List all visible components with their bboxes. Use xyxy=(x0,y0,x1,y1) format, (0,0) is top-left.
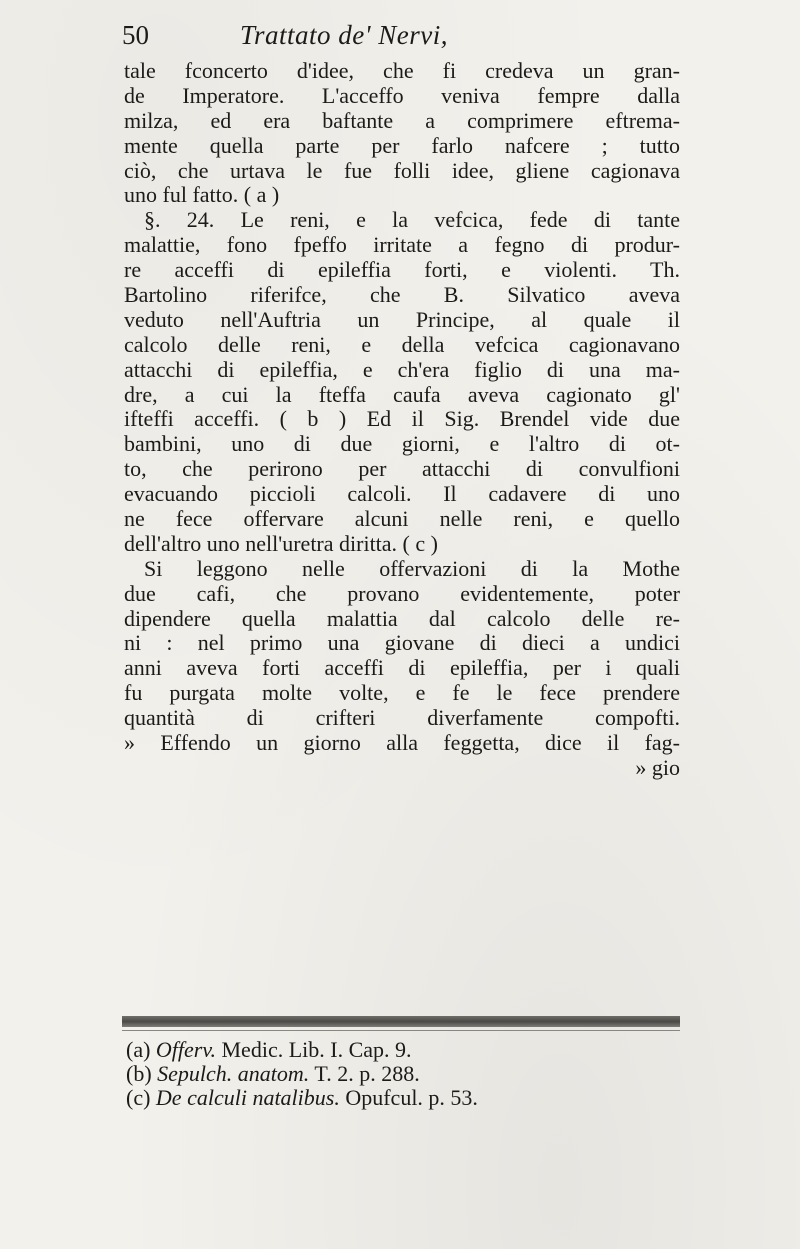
footnote-source: De calculi natalibus. xyxy=(155,1085,340,1110)
text-line: anni aveva forti acceffi di epileffia, per i quali xyxy=(124,655,680,681)
footnote-ref: Opufcul. p. 53. xyxy=(339,1085,478,1110)
text-line: ni : nel primo una giovane di dieci a undici xyxy=(124,630,680,656)
page-number: 50 xyxy=(122,20,149,50)
text-line: dre, a cui la fteffa caufa aveva cagionato gl' xyxy=(124,381,680,407)
text-line: milza, ed era baftante a comprimere eftrema- xyxy=(124,107,680,133)
footnote-source: Offerv. xyxy=(155,1037,216,1062)
text-line: evacuando piccioli calcoli. Il cadavere di uno xyxy=(124,481,680,507)
running-title: Trattato de' Nervi, xyxy=(240,20,449,50)
text-line: de Imperatore. L'acceffo veniva fempre dalla xyxy=(124,82,680,108)
text-line: mente quella parte per farlo nafcere ; tutto xyxy=(124,132,680,158)
text-line: dipendere quella malattia dal calcolo delle re- xyxy=(124,605,680,631)
text-line: attacchi di epileffia, e ch'era figlio di una ma- xyxy=(124,356,680,382)
text-line: veduto nell'Auftria un Principe, al quale il xyxy=(124,306,680,332)
footnote-mark: (b) xyxy=(126,1061,152,1086)
text-line: tale fconcerto d'idee, che fi credeva un gran- xyxy=(124,58,680,83)
footnote-b xyxy=(126,1062,686,1086)
footnote-mark: (c) xyxy=(126,1085,151,1110)
footnote-rule xyxy=(122,1016,680,1027)
footnote-mark: (a) xyxy=(126,1037,151,1062)
text-line: re acceffi di epileffia forti, e violenti. Th. xyxy=(124,257,680,283)
text-line: uno ful fatto. ( a ) xyxy=(124,182,280,208)
text-line: due cafi, che provano evidentemente, poter xyxy=(124,580,680,606)
footnote-ref: Medic. Lib. I. Cap. 9. xyxy=(216,1037,412,1062)
text-line: Si leggono nelle offervazioni di la Mothe xyxy=(144,555,680,581)
text-line: fu purgata molte volte, e fe le fece prendere xyxy=(124,680,680,706)
page-header xyxy=(122,20,682,60)
footnote-c xyxy=(126,1086,686,1110)
footnote-rule-thin xyxy=(122,1030,680,1031)
text-line: §. 24. Le reni, e la vefcica, fede di tante xyxy=(144,207,680,233)
text-line: malattie, fono fpeffo irritate a fegno di produr- xyxy=(124,232,680,258)
text-line: calcolo delle reni, e della vefcica cagionavano xyxy=(124,331,680,357)
text-line: quantità di crifteri diverfamente compofti. xyxy=(124,705,680,731)
footnote-a xyxy=(126,1038,686,1062)
text-line: bambini, uno di due giorni, e l'altro di ot- xyxy=(124,431,680,457)
footnotes xyxy=(126,1038,686,1110)
text-line: » Effendo un giorno alla feggetta, dice il fag- xyxy=(124,730,680,756)
catchword: » gio xyxy=(635,754,680,780)
text-line: to, che perirono per attacchi di convulfioni xyxy=(124,456,680,482)
body-text xyxy=(124,59,680,781)
text-line: ne fece offervare alcuni nelle reni, e quello xyxy=(124,506,680,532)
footnote-source: Sepulch. anatom. xyxy=(157,1061,310,1086)
text-line: dell'altro uno nell'uretra diritta. ( c ) xyxy=(124,530,438,556)
text-line: Bartolino riferifce, che B. Silvatico aveva xyxy=(124,282,680,308)
text-line: ciò, che urtava le fue folli idee, gliene cagionava xyxy=(124,157,680,183)
text-line: ifteffi acceffi. ( b ) Ed il Sig. Brendel vide due xyxy=(124,406,680,432)
footnote-ref: T. 2. p. 288. xyxy=(309,1061,420,1086)
